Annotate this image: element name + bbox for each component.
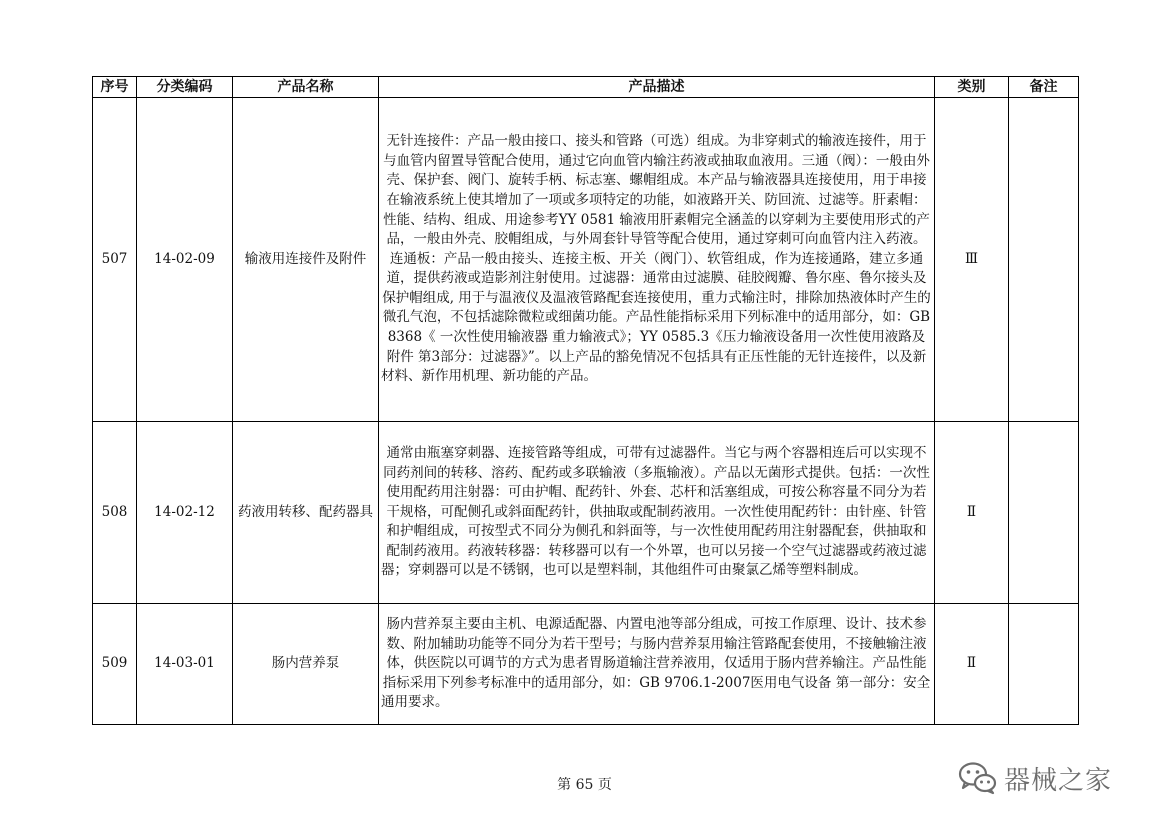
row-remark (1009, 98, 1079, 422)
row-class: Ⅱ (935, 604, 1009, 725)
row-product-name: 药液用转移、配药器具 (233, 422, 379, 604)
row-product-name: 肠内营养泵 (233, 604, 379, 725)
row-category-code: 14-03-01 (137, 604, 233, 725)
header-serial-no: 序号 (93, 77, 137, 98)
row-remark (1009, 422, 1079, 604)
row-serial-no: 509 (93, 604, 137, 725)
page-number: 第 65 页 (557, 777, 612, 793)
row-class: Ⅱ (935, 422, 1009, 604)
device-catalog-table (92, 76, 1079, 725)
row-product-name: 输液用连接件及附件 (233, 98, 379, 422)
table-row (93, 98, 1079, 422)
row-category-code: 14-02-09 (137, 98, 233, 422)
row-product-description: 无针连接件：产品一般由接口、接头和管路（可选）组成。为非穿刺式的输液连接件，用于与血管内留置导管配合使用，通过它向血管内输注药液或抽取血液用。三通（阀）：一般由外壳、保护套、阀门、旋转手柄、标志塞、螺帽组成。本产品与输液器具连接使用，用于串接在输液系统上使其增加了一项或多项特定的功能，如液路开关、防回流、过滤等。肝素帽：性能、结构、组成、用途参考YY 0581 输液用肝素帽完全涵盖的以穿刺为主要使用形式的产品，一般由外壳、胶帽组成，与外周套针导管等配合使用，通过穿刺可向血管内注入药液。连通板：产品一般由接头、连接主板、开关（阀门）、软管组成，作为连接通路，建立多通道，提供药液或造影剂注射使用。过滤器：通常由过滤膜、硅胶阀瓣、鲁尔座、鲁尔接头及保护帽组成, 用于与温液仪及温液管路配套连接使用，重力式输注时，排除加热液体时产生的微孔气泡，不包括滤除微粒或细菌功能。产品性能指标采用下列标准中的适用部分，如：GB8368《 一次性使用输液器 重力输液式》；YY 0585.3《压力输液设备用一次性使用液路及附件 第3部分：过滤器》”。以上产品的豁免情况不包括具有正压性能的无针连接件，以及新材料、新作用机理、新功能的产品。 (379, 98, 935, 422)
table-row (93, 604, 1079, 725)
row-class: Ⅲ (935, 98, 1009, 422)
wechat-icon (958, 761, 998, 795)
row-product-description: 通常由瓶塞穿刺器、连接管路等组成，可带有过滤器件。当它与两个容器相连后可以实现不同药剂间的转移、溶药、配药或多联输液（多瓶输液）。产品以无菌形式提供。包括：一次性使用配药用注射器：可由护帽、配药针、外套、芯杆和活塞组成，可按公称容量不同分为若干规格，可配侧孔或斜面配药针，供抽取或配制药液用。一次性使用配药针：由针座、针管和护帽组成，可按型式不同分为侧孔和斜面等，与一次性使用配药用注射器配套，供抽取和配制药液用。药液转移器：转移器可以有一个外罩，也可以另接一个空气过滤器或药液过滤器；穿刺器可以是不锈钢，也可以是塑料制，其他组件可由聚氯乙烯等塑料制成。 (379, 422, 935, 604)
row-product-description: 肠内营养泵主要由主机、电源适配器、内置电池等部分组成，可按工作原理、设计、技术参数、附加辅助功能等不同分为若干型号；与肠内营养泵用输注管路配套使用，不接触输注液体，供医院以可调节的方式为患者胃肠道输注营养液用，仅适用于肠内营养输注。产品性能指标采用下列参考标准中的适用部分，如：GB 9706.1-2007医用电气设备 第一部分：安全通用要求。 (379, 604, 935, 725)
row-serial-no: 508 (93, 422, 137, 604)
watermark (958, 758, 1148, 798)
header-category-code: 分类编码 (137, 77, 233, 98)
watermark-text: 器械之家 (1004, 765, 1113, 796)
header-product-name: 产品名称 (233, 77, 379, 98)
row-remark (1009, 604, 1079, 725)
table-header-row (93, 77, 1079, 98)
header-class: 类别 (935, 77, 1009, 98)
table-row (93, 422, 1079, 604)
row-serial-no: 507 (93, 98, 137, 422)
header-product-description: 产品描述 (379, 77, 935, 98)
row-category-code: 14-02-12 (137, 422, 233, 604)
header-remark: 备注 (1009, 77, 1079, 98)
